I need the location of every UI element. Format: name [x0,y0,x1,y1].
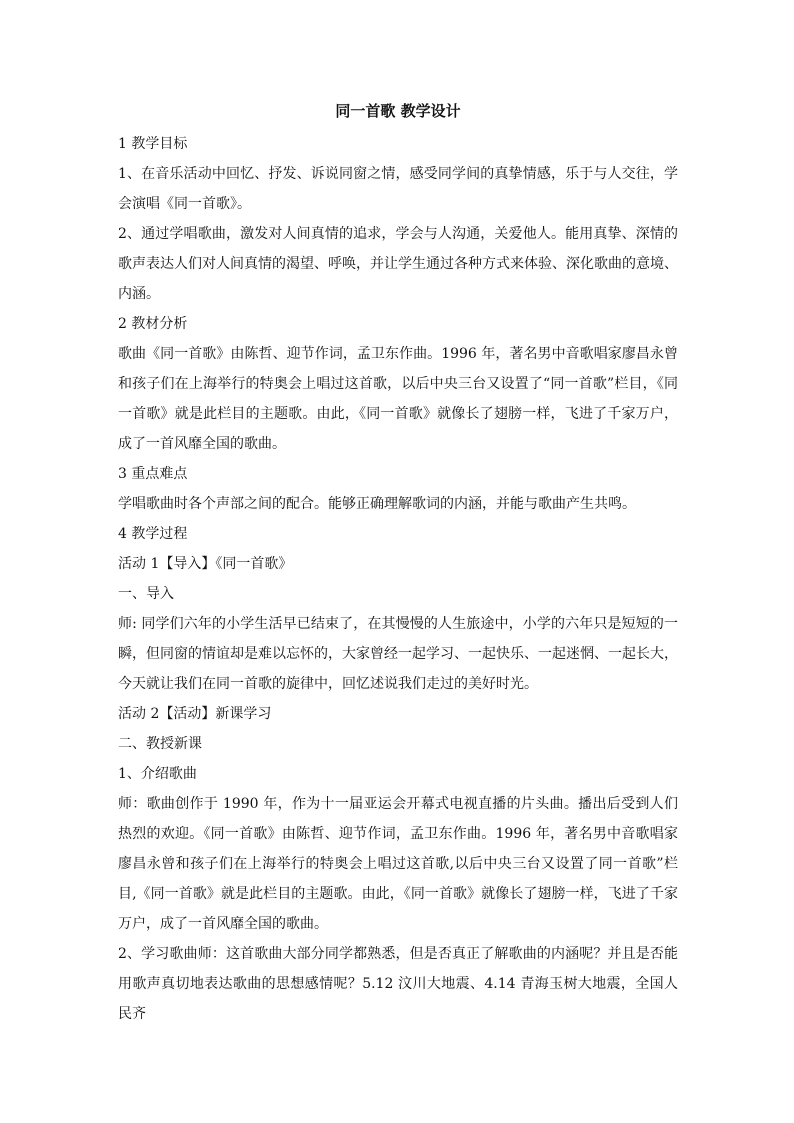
activity-heading-2: 活动 2【活动】新课学习 [118,706,272,722]
paragraph-introduction: 师: 同学们六年的小学生活早已结束了，在其慢慢的人生旅途中，小学的六年只是短短的一瞬，但同窗的情谊却是难以忘怀的，大家曾经一起学习、一起快乐、一起迷惘、一起长大，今天就让我们在同一首歌的旋律中，回忆述说我们走过的美好时光。 [118,616,678,692]
document-content [118,99,678,1029]
paragraph-song-introduction: 师：歌曲创作于 1990 年，作为十一届亚运会开幕式电视直播的片头曲。播出后受到人们热烈的欢迎。《同一首歌》由陈哲、迎节作词，孟卫东作曲。1996 年，著名男中音歌唱家廖昌永曾和孩子们在上海举行的特奥会上唱过这首歌,以后中央三台又设置了同一首歌”栏目,《同一首歌》就是此栏目的主题歌。由此，《同一首歌》就像长了翅膀一样，飞进了千家万户，成了一首风靡全国的歌曲。 [118,796,678,932]
paragraph-objective-1: 1、在音乐活动中回忆、抒发、诉说同窗之情，感受同学间的真挚情感，乐于与人交往，学会演唱《同一首歌》。 [118,166,678,212]
section-heading-teaching-process: 4 教学过程 [118,526,188,542]
subheading-introduction: 一、导入 [118,586,174,602]
paragraph-song-learning: 2、学习歌曲师：这首歌曲大部分同学都熟悉，但是否真正了解歌曲的内涵呢？并且是否能用歌声真切地表达歌曲的思想感情呢？5.12 汶川大地震、4.14 青海玉树大地震，全国人民齐 [118,946,678,1022]
paragraph-objective-2: 2、通过学唱歌曲，激发对人间真情的追求，学会与人沟通，关爱他人。能用真挚、深情的歌声表达人们对人间真情的渴望、呼唤，并让学生通过各种方式来体验、深化歌曲的意境、内涵。 [118,226,678,302]
paragraph-material-analysis: 歌曲《同一首歌》由陈哲、迎节作词，孟卫东作曲。1996 年，著名男中音歌唱家廖昌永曾和孩子们在上海举行的特奥会上唱过这首歌，以后中央三台又设置了“同一首歌”栏目，《同一首歌》就是此栏目的主题歌。由此，《同一首歌》就像长了翅膀一样，飞进了千家万户，成了一首风靡全国的歌曲。 [118,346,678,452]
document-title: 同一首歌 教学设计 [335,102,461,120]
paragraph-key-points: 学唱歌曲时各个声部之间的配合。能够正确理解歌词的内涵，并能与歌曲产生共鸣。 [118,496,636,512]
section-heading-key-points: 3 重点难点 [118,466,188,482]
section-heading-material-analysis: 2 教材分析 [118,316,188,332]
subheading-new-lesson: 二、教授新课 [118,736,202,752]
subheading-song-introduction: 1、介绍歌曲 [118,766,197,782]
section-heading-objectives: 1 教学目标 [118,136,188,152]
activity-heading-1: 活动 1【导入】《同一首歌》 [118,556,293,572]
